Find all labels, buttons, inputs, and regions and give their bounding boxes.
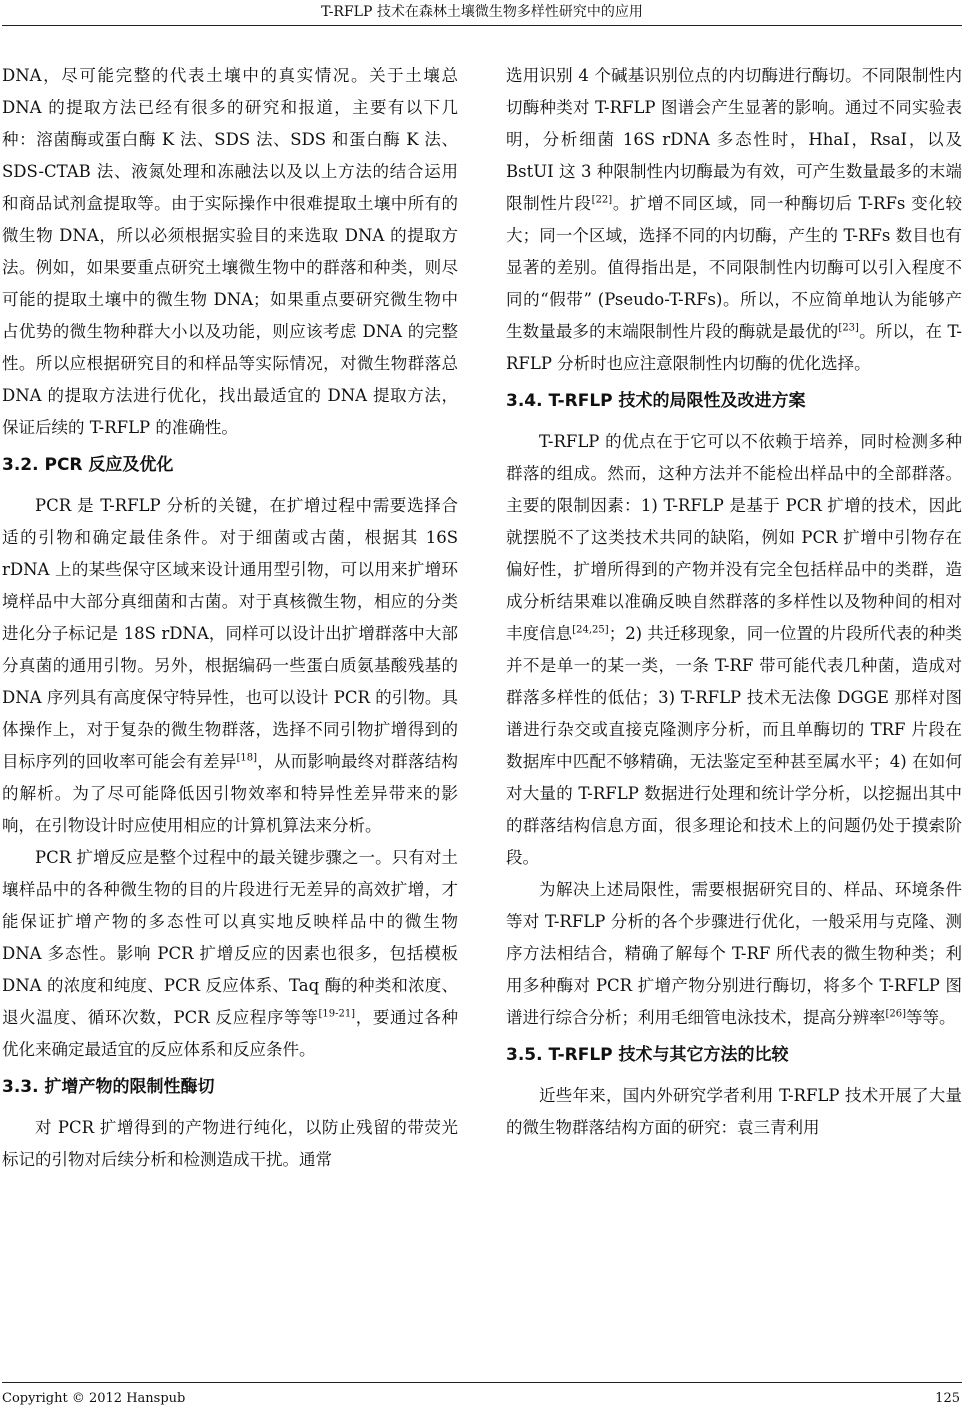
paragraph-pcr-primers xyxy=(2,490,458,842)
citation-22: [22] xyxy=(591,194,613,206)
section-heading-3-2: 3.2. PCR 反应及优化 xyxy=(2,455,174,475)
text-run: 。所以，在 T-RFLP 分析时也应注意限制性内切酶的优化选择。 xyxy=(506,322,962,373)
section-heading-3-5: 3.5. T-RFLP 技术与其它方法的比较 xyxy=(506,1045,789,1065)
left-column xyxy=(2,60,458,1176)
citation-23: [23] xyxy=(838,322,859,334)
text-run: 。扩增不同区域，同一种酶切后 T-RFs 变化较大；同一个区域，选择不同的内切酶，产生的 T-RFs 数目也有显著的差别。值得指出是，不同限制性内切酶可以引入程度不同的“假带” (Pseudo-T-RFs)。所以，不应简单地认为能够产生数量最多的末端限制性片段的酶就是最优的 xyxy=(506,194,962,341)
copyright-notice: Copyright © 2012 Hanspub xyxy=(2,1391,186,1406)
text-run: ，从而影响最终对群落结构的解析。为了尽可能降低因引物效率和特异性差异带来的影响，在引物设计时应使用相应的计算机算法来分析。 xyxy=(2,752,459,835)
page-number: 125 xyxy=(935,1391,960,1406)
paragraph-dna-extraction: DNA，尽可能完整的代表土壤中的真实情况。关于土壤总 DNA 的提取方法已经有很多的研究和报道，主要有以下几种：溶菌酶或蛋白酶 K 法、SDS 法、SDS 和蛋白酶 K 法、SDS-CTAB 法、液氮处理和冻融法以及以上方法的结合运用和商品试剂盒提取等。由于实际操作中很难提取土壤中所有的微生物 DNA，所以必须根据实验目的来选取 DNA 的提取方法。例如，如果要重点研究土壤微生物中的群落和种类，则尽可能的提取土壤中的微生物 DNA；如果重点要研究微生物中占优势的微生物种群大小以及功能，则应该考虑 DNA 的完整性。所以应根据研究目的和样品等实际情况，对微生物群落总 DNA 的提取方法进行优化，找出最适宜的 DNA 提取方法，保证后续的 T-RFLP 的准确性。 xyxy=(2,66,458,437)
section-heading-3-3: 3.3. 扩增产物的限制性酶切 xyxy=(2,1077,215,1097)
text-run: PCR 是 T-RFLP 分析的关键，在扩增过程中需要选择合适的引物和确定最佳条件。对于细菌或古菌，根据其 16S rDNA 上的某些保守区域来设计通用型引物，可以用来扩增环境样品中大部分真细菌和古菌。对于真核微生物，相应的分类进化分子标记是 18S rDNA，同样可以设计出扩增群落中大部分真菌的通用引物。另外，根据编码一些蛋白质氨基酸残基的 DNA 序列具有高度保守特异性，也可以设计 PCR 的引物。具体操作上，对于复杂的微生物群落，选择不同引物扩增得到的目标序列的回收率可能会有差异 xyxy=(2,496,458,771)
text-run: 为解决上述局限性，需要根据研究目的、样品、环境条件等对 T-RFLP 分析的各个步骤进行优化，一般采用与克隆、测序方法相结合，精确了解每个 T-RF 所代表的微生物种类；利用多种酶对 PCR 扩增产物分别进行酶切，将多个 T-RFLP 图谱进行综合分析；利用毛细管电泳技术，提高分辨率 xyxy=(506,880,962,1027)
right-column xyxy=(506,60,962,1144)
paragraph-improvements xyxy=(506,874,962,1034)
paragraph-pcr-amplification xyxy=(2,842,458,1066)
header-rule xyxy=(2,25,962,26)
citation-26: [26] xyxy=(885,1008,907,1020)
text-run: 等等。 xyxy=(906,1008,956,1027)
citation-18: [18] xyxy=(236,752,258,764)
paragraph-comparison: 近些年来，国内外研究学者利用 T-RFLP 技术开展了大量的微生物群落结构方面的研究：袁三青利用 xyxy=(506,1086,962,1137)
paragraph-enzyme-selection xyxy=(506,60,962,380)
paragraph-restriction-digest: 对 PCR 扩增得到的产物进行纯化，以防止残留的带荧光标记的引物对后续分析和检测造成干扰。通常 xyxy=(2,1118,458,1169)
citation-19-21: [19-21] xyxy=(318,1008,356,1020)
text-run: 选用识别 4 个碱基识别位点的内切酶进行酶切。不同限制性内切酶种类对 T-RFLP 图谱会产生显著的影响。通过不同实验表明，分析细菌 16S rDNA 多态性时，HhaI，RsaI，以及 BstUI 这 3 种限制性内切酶最为有效，可产生数量最多的末端限制性片段 xyxy=(506,66,962,213)
footer-rule xyxy=(2,1382,962,1383)
text-run: ；2) 共迁移现象，同一位置的片段所代表的种类并不是单一的某一类，一条 T-RF 带可能代表几种菌，造成对群落多样性的低估；3) T-RFLP 技术无法像 DGGE 那样对图谱进行杂交或直接克隆测序分析，而且单酶切的 TRF 片段在数据库中匹配不够精确，无法鉴定至种甚至属水平；4) 在如何对大量的 T-RFLP 数据进行处理和统计学分析，以挖掘出其中的群落结构信息方面，很多理论和技术上的问题仍处于摸索阶段。 xyxy=(506,624,963,867)
section-heading-3-4: 3.4. T-RFLP 技术的局限性及改进方案 xyxy=(506,391,806,411)
citation-24-25: [24,25] xyxy=(572,624,609,636)
running-header: T-RFLP 技术在森林土壤微生物多样性研究中的应用 xyxy=(321,4,643,20)
text-run: ，要通过各种优化来确定最适宜的反应体系和反应条件。 xyxy=(2,1008,458,1059)
paragraph-limitations xyxy=(506,426,962,874)
text-run: PCR 扩增反应是整个过程中的最关键步骤之一。只有对土壤样品中的各种微生物的目的片段进行无差异的高效扩增，才能保证扩增产物的多态性可以真实地反映样品中的微生物 DNA 多态性。影响 PCR 扩增反应的因素也很多，包括模板 DNA 的浓度和纯度、PCR 反应体系、Taq 酶的种类和浓度、退火温度、循环次数，PCR 反应程序等等 xyxy=(2,848,458,1027)
text-run: T-RFLP 的优点在于它可以不依赖于培养，同时检测多种群落的组成。然而，这种方法并不能检出样品中的全部群落。主要的限制因素：1) T-RFLP 是基于 PCR 扩增的技术，因此就摆脱不了这类技术共同的缺陷，例如 PCR 扩增中引物存在偏好性，扩增所得到的产物并没有完全包括样品中的类群，造成分析结果难以准确反映自然群落的多样性以及物种间的相对丰度信息 xyxy=(506,432,962,643)
